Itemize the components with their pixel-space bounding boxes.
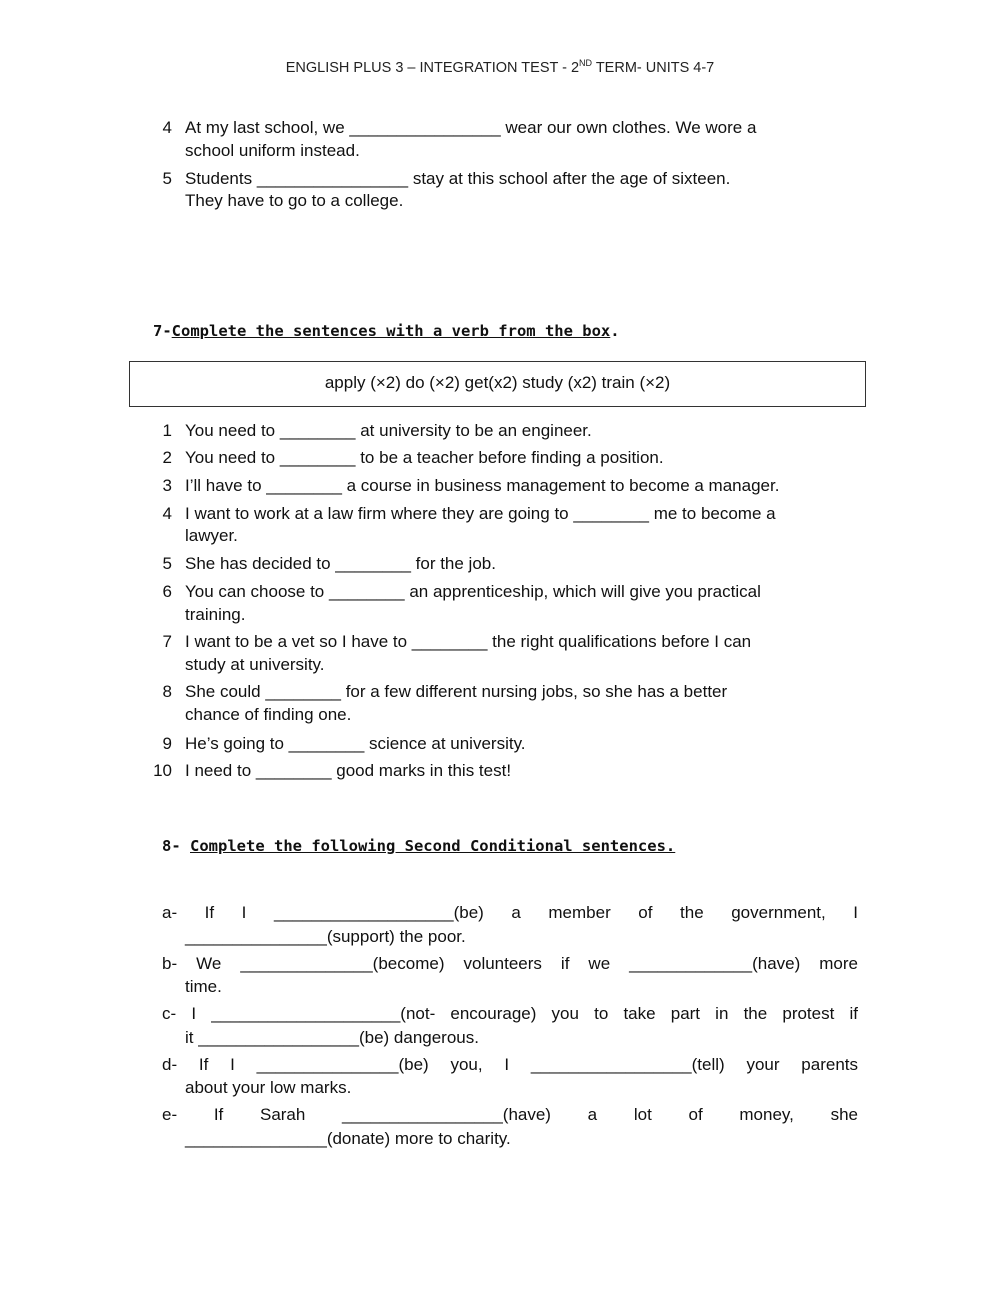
item-text: They have to go to a college. <box>185 191 404 210</box>
item-text: training. <box>185 605 246 624</box>
item-text: _______________(donate) more to charity. <box>185 1129 511 1148</box>
item-text: c- I ____________________(not- encourage) you to take part in the protest if <box>162 1004 858 1023</box>
item-text: e- If Sarah _________________(have) a lot of money, she <box>162 1105 858 1124</box>
item-text: I need to ________ good marks in this test! <box>185 761 512 780</box>
header-superscript: ND <box>579 58 593 68</box>
item-text: _______________(support) the poor. <box>185 927 466 946</box>
item-number: 4 <box>162 504 172 523</box>
section-number: 7- <box>153 322 172 340</box>
item-text: You need to ________ at university to be an engineer. <box>185 421 592 440</box>
item-number: 8 <box>162 682 172 701</box>
item-text: about your low marks. <box>185 1078 352 1097</box>
item-number: 5 <box>162 554 172 573</box>
item-text: school uniform instead. <box>185 141 360 160</box>
section-title-period: . <box>610 322 620 340</box>
item-number: 6 <box>162 582 172 601</box>
item-number: 9 <box>162 734 172 753</box>
item-text: I want to work at a law firm where they are going to ________ me to become a <box>185 504 776 523</box>
item-text: b- We ______________(become) volunteers if we _____________(have) more <box>162 954 858 973</box>
item-number: 3 <box>162 476 172 495</box>
item-text: I want to be a vet so I have to ________ the right qualifications before I can <box>185 632 752 651</box>
section-title-text: Complete the sentences with a verb from the box <box>171 322 611 340</box>
item-number: 10 <box>153 761 172 780</box>
item-text: chance of finding one. <box>185 705 352 724</box>
item-text: d- If I _______________(be) you, I _________________(tell) your parents <box>162 1055 858 1074</box>
item-text: You need to ________ to be a teacher before finding a position. <box>185 448 664 467</box>
item-number: 7 <box>162 632 172 651</box>
page-header <box>0 58 1000 76</box>
header-title-end: TERM- UNITS 4-7 <box>592 59 715 76</box>
item-number: 5 <box>162 169 172 188</box>
item-text: time. <box>185 977 222 996</box>
item-text: You can choose to ________ an apprenticeship, which will give you practical <box>185 582 761 601</box>
item-text: She has decided to ________ for the job. <box>185 554 496 573</box>
item-text: She could ________ for a few different nursing jobs, so she has a better <box>185 682 728 701</box>
item-text: study at university. <box>185 655 325 674</box>
item-text: lawyer. <box>185 526 238 545</box>
item-text: He’s going to ________ science at university. <box>185 734 526 753</box>
item-text: Students ________________ stay at this school after the age of sixteen. <box>185 169 731 188</box>
section-number: 8- <box>162 837 190 855</box>
item-text: I’ll have to ________ a course in business management to become a manager. <box>185 476 780 495</box>
item-text: it _________________(be) dangerous. <box>185 1028 479 1047</box>
item-text: At my last school, we ________________ wear our own clothes. We wore a <box>185 118 757 137</box>
item-number: 2 <box>162 448 172 467</box>
item-number: 1 <box>162 421 172 440</box>
section-7-title <box>153 320 620 342</box>
item-text: a- If I ___________________(be) a member of the government, I <box>162 903 858 922</box>
header-title: ENGLISH PLUS 3 – INTEGRATION TEST - 2 <box>285 59 580 76</box>
section-title-text: Complete the following Second Conditional sentences. <box>190 837 676 855</box>
section-8-title <box>162 835 675 857</box>
item-number: 4 <box>162 118 172 137</box>
word-box: apply (×2) do (×2) get(x2) study (x2) train (×2) <box>129 361 866 407</box>
